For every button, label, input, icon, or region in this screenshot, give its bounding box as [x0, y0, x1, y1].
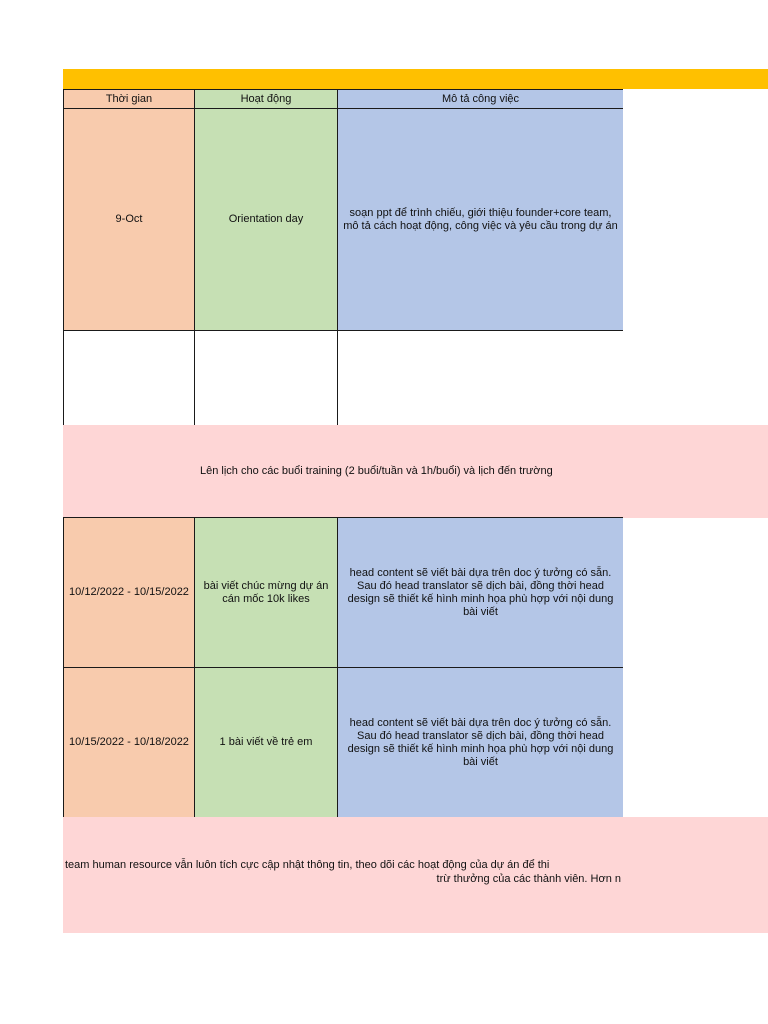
header-activity: Hoạt động — [194, 89, 338, 109]
row-2-time — [63, 330, 195, 426]
row-2-activity — [194, 330, 338, 426]
hr-note-line-1: team human resource vẫn luôn tích cực cập nhật thông tin, theo dõi các hoạt động của dự án để thi — [65, 859, 550, 871]
row-4-activity: 1 bài viết về trẻ em — [194, 667, 338, 818]
row-3-description: head content sẽ viết bài dựa trên doc ý tưởng có sẵn. Sau đó head translator sẽ dịch bài, đồng thời head design sẽ thiết kế hình minh họa phù hợp với nội dung bài viết — [337, 517, 623, 668]
row-4-description: head content sẽ viết bài dựa trên doc ý tưởng có sẵn. Sau đó head translator sẽ dịch bài, đồng thời head design sẽ thiết kế hình minh họa phù hợp với nội dung bài viết — [337, 667, 623, 818]
row-3-activity: bài viết chúc mừng dự án cán mốc 10k likes — [194, 517, 338, 668]
hr-note-line-2: trừ thưởng của các thành viên. Hơn n — [436, 873, 621, 885]
row-1-description: soạn ppt để trình chiếu, giới thiệu founder+core team, mô tả cách hoạt động, công việc và yêu cầu trong dự án — [337, 108, 623, 331]
title-band — [63, 69, 768, 89]
training-note: Lên lịch cho các buổi training (2 buổi/tuần và 1h/buổi) và lịch đến trường — [200, 465, 553, 477]
row-4-time: 10/15/2022 - 10/18/2022 — [63, 667, 195, 818]
row-1-activity: Orientation day — [194, 108, 338, 331]
row-1-time: 9-Oct — [63, 108, 195, 331]
row-2-description — [337, 330, 623, 426]
row-3-time: 10/12/2022 - 10/15/2022 — [63, 517, 195, 668]
header-description: Mô tả công việc — [337, 89, 623, 109]
header-time: Thời gian — [63, 89, 195, 109]
